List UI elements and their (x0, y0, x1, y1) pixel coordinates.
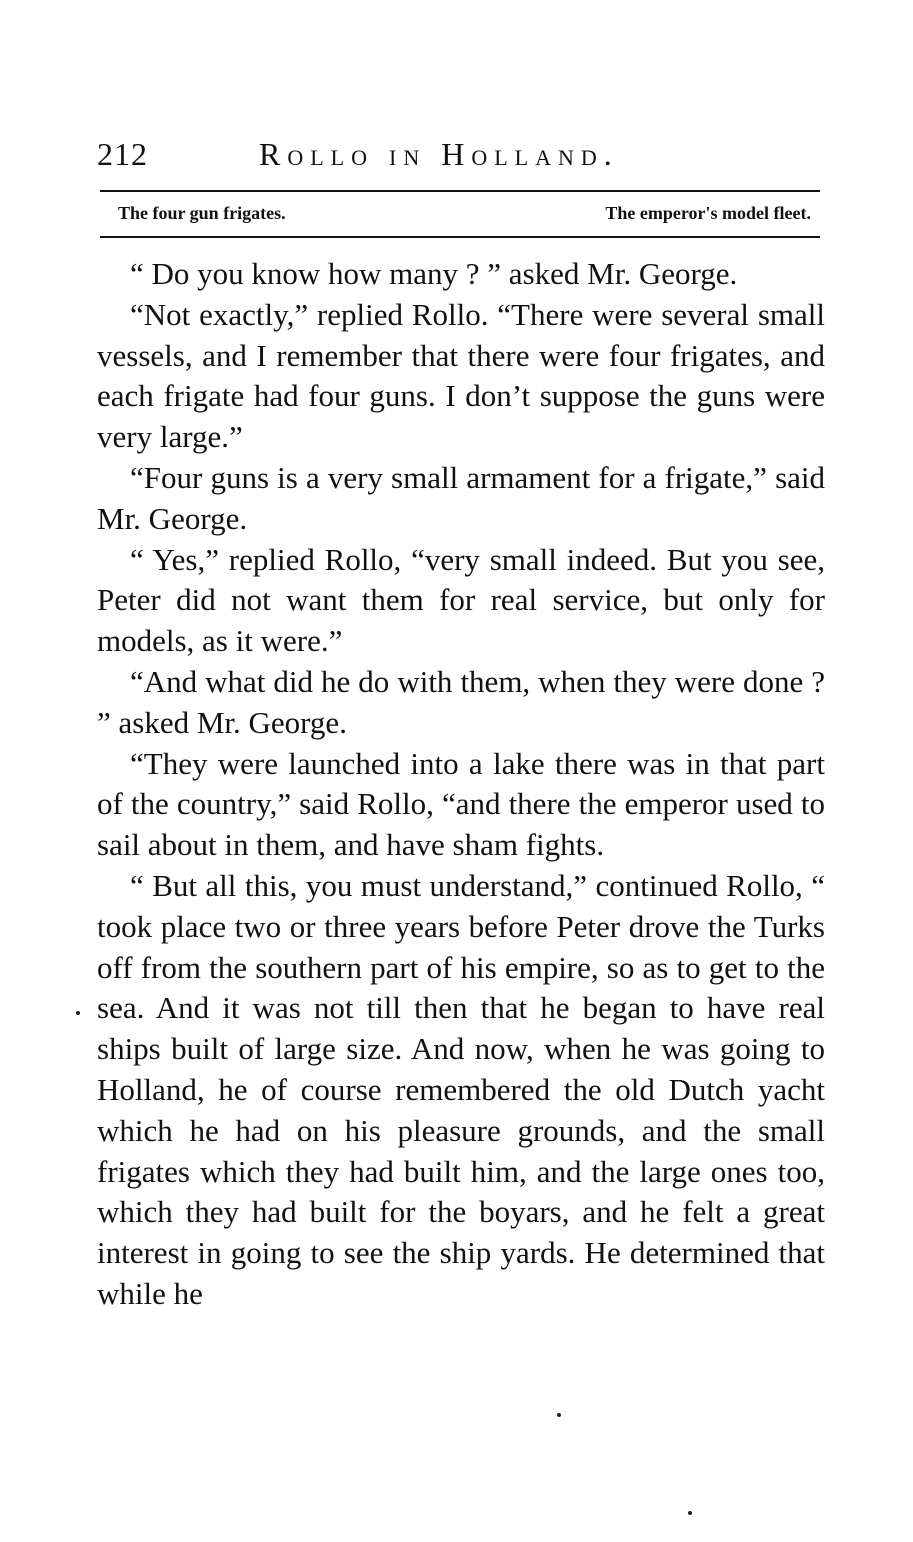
paragraph: “ Do you know how many ? ” asked Mr. George. (130, 256, 738, 291)
ink-speck (688, 1511, 692, 1515)
ink-speck (557, 1413, 561, 1417)
page-header (97, 128, 825, 180)
paragraph: “Not exactly,” replied Rollo. “There were several small vessels, and I remember that there were four frigates, and each frigate had four guns. I don’t suppose the guns were very large.” (97, 296, 825, 455)
ink-speck (76, 1011, 80, 1015)
marginal-subhead-right: The emperor's model fleet. (605, 203, 811, 223)
header-rule-top (100, 190, 820, 192)
paragraph: “And what did he do with them, when they were done ? ” asked Mr. George. (97, 663, 825, 740)
paragraph: “Four guns is a very small armament for a frigate,” said Mr. George. (97, 459, 825, 536)
marginal-subhead-left: The four gun frigates. (118, 203, 286, 223)
paragraph: “They were launched into a lake there was in that part of the country,” said Rollo, “and there the emperor used to sail about in them, and have sham fights. (97, 745, 825, 863)
body-text (97, 254, 825, 1315)
paragraph: “ Yes,” replied Rollo, “very small indeed. But you see, Peter did not want them for real service, but only for models, as it were.” (97, 541, 825, 659)
paragraph: “ But all this, you must understand,” continued Rollo, “ took place two or three years before Peter drove the Turks off from the southern part of his empire, so as to get to the sea. And it was not till then that he began to have real ships built of large size. And now, when he was going to Holland, he of course remembered the old Dutch yacht which he had on his pleasure grounds, and the small frigates which they had built him, and the large ones too, which they had built for the boyars, and he felt a great interest in going to see the ship yards. He determined that while he (97, 867, 825, 1311)
running-title: Rollo in Holland. (259, 136, 619, 172)
page-number: 212 (97, 136, 148, 172)
header-rule-bottom (100, 236, 820, 238)
